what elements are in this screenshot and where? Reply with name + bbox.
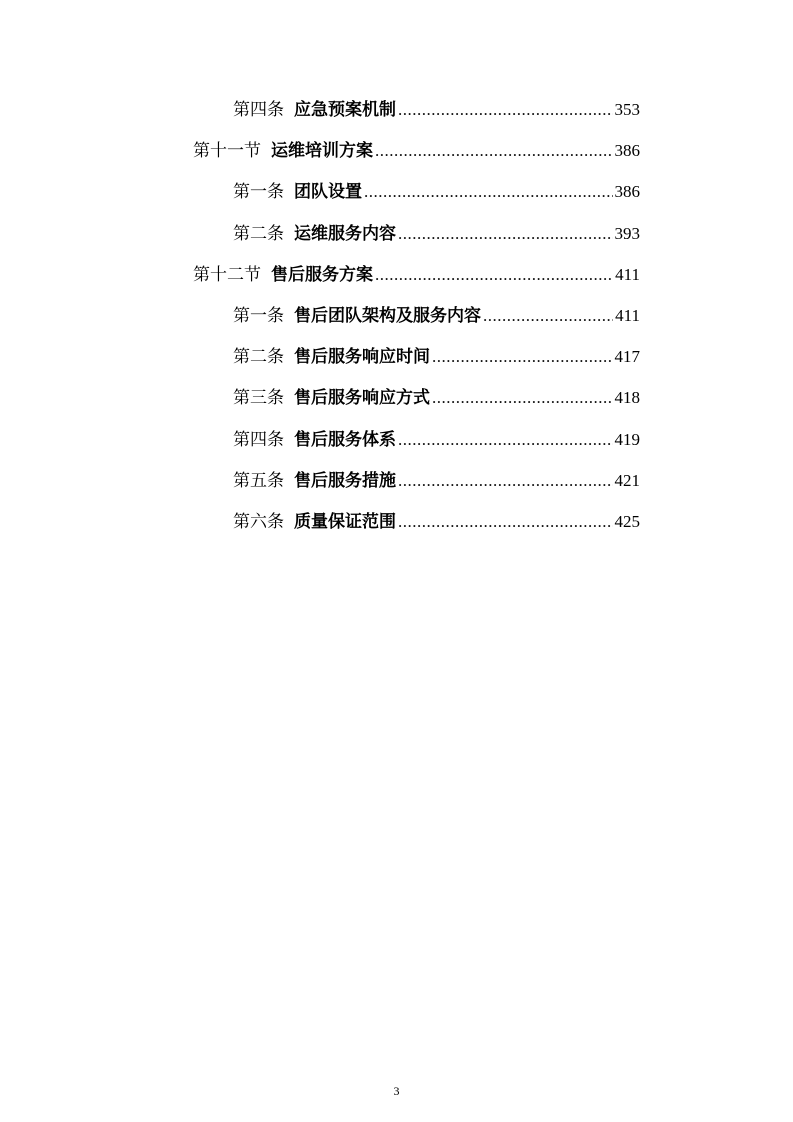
toc-entry-number: 第五条 bbox=[233, 470, 284, 491]
toc-entry-title: 售后服务体系 bbox=[294, 429, 396, 450]
toc-entry-number: 第十二节 bbox=[193, 264, 261, 285]
dot-leader bbox=[364, 178, 613, 206]
toc-entry-title: 质量保证范围 bbox=[294, 511, 396, 532]
dot-leader bbox=[398, 96, 613, 124]
toc-entry-title: 应急预案机制 bbox=[294, 100, 396, 120]
toc-entry-number: 第十一节 bbox=[193, 141, 261, 162]
toc-entry[interactable] bbox=[193, 261, 640, 302]
toc-entry-title: 售后服务响应方式 bbox=[294, 388, 430, 409]
toc-entry-title: 售后服务响应时间 bbox=[294, 347, 430, 368]
toc-entry-page: 386 bbox=[614, 182, 640, 202]
toc-entry-title: 售后服务措施 bbox=[294, 470, 396, 491]
toc-entry[interactable] bbox=[193, 96, 640, 137]
toc-entry-number: 第二条 bbox=[233, 347, 284, 368]
toc-entry-title: 售后团队架构及服务内容 bbox=[294, 305, 481, 326]
dot-leader bbox=[398, 426, 613, 454]
toc-entry[interactable] bbox=[193, 178, 640, 219]
toc-entry-page: 393 bbox=[614, 223, 640, 243]
toc-entry-page: 386 bbox=[614, 141, 640, 161]
toc-entry[interactable] bbox=[193, 467, 640, 508]
table-of-contents bbox=[193, 96, 640, 549]
dot-leader bbox=[398, 508, 613, 536]
dot-leader bbox=[483, 302, 613, 330]
toc-entry-page: 417 bbox=[614, 347, 640, 367]
dot-leader bbox=[398, 220, 613, 248]
dot-leader bbox=[432, 384, 613, 412]
toc-entry-number: 第六条 bbox=[233, 511, 284, 532]
toc-entry-number: 第一条 bbox=[233, 305, 284, 326]
page-number: 3 bbox=[393, 1084, 400, 1098]
toc-entry[interactable] bbox=[193, 220, 640, 261]
toc-entry[interactable] bbox=[193, 384, 640, 425]
dot-leader bbox=[398, 467, 613, 495]
toc-entry-number: 第四条 bbox=[233, 429, 284, 450]
dot-leader bbox=[375, 261, 613, 289]
toc-entry[interactable] bbox=[193, 426, 640, 467]
dot-leader bbox=[432, 343, 613, 371]
toc-entry[interactable] bbox=[193, 508, 640, 549]
page-footer bbox=[0, 1084, 793, 1099]
toc-entry-page: 353 bbox=[614, 100, 640, 119]
toc-entry-number: 第四条 bbox=[233, 100, 284, 120]
toc-entry-number: 第二条 bbox=[233, 223, 284, 244]
toc-entry-title: 运维服务内容 bbox=[294, 223, 396, 244]
toc-entry-number: 第一条 bbox=[233, 182, 284, 203]
toc-entry-title: 运维培训方案 bbox=[271, 141, 373, 162]
toc-entry[interactable] bbox=[193, 302, 640, 343]
toc-entry-page: 418 bbox=[614, 388, 640, 408]
toc-entry-page: 411 bbox=[615, 264, 640, 284]
dot-leader bbox=[375, 137, 613, 165]
toc-entry-title: 售后服务方案 bbox=[271, 264, 373, 285]
toc-entry-page: 419 bbox=[614, 429, 640, 449]
toc-entry-page: 411 bbox=[615, 305, 640, 325]
toc-entry-page: 425 bbox=[614, 511, 640, 531]
toc-entry[interactable] bbox=[193, 137, 640, 178]
toc-entry-title: 团队设置 bbox=[294, 182, 362, 203]
toc-entry-number: 第三条 bbox=[233, 388, 284, 409]
toc-entry[interactable] bbox=[193, 343, 640, 384]
toc-entry-page: 421 bbox=[614, 470, 640, 490]
